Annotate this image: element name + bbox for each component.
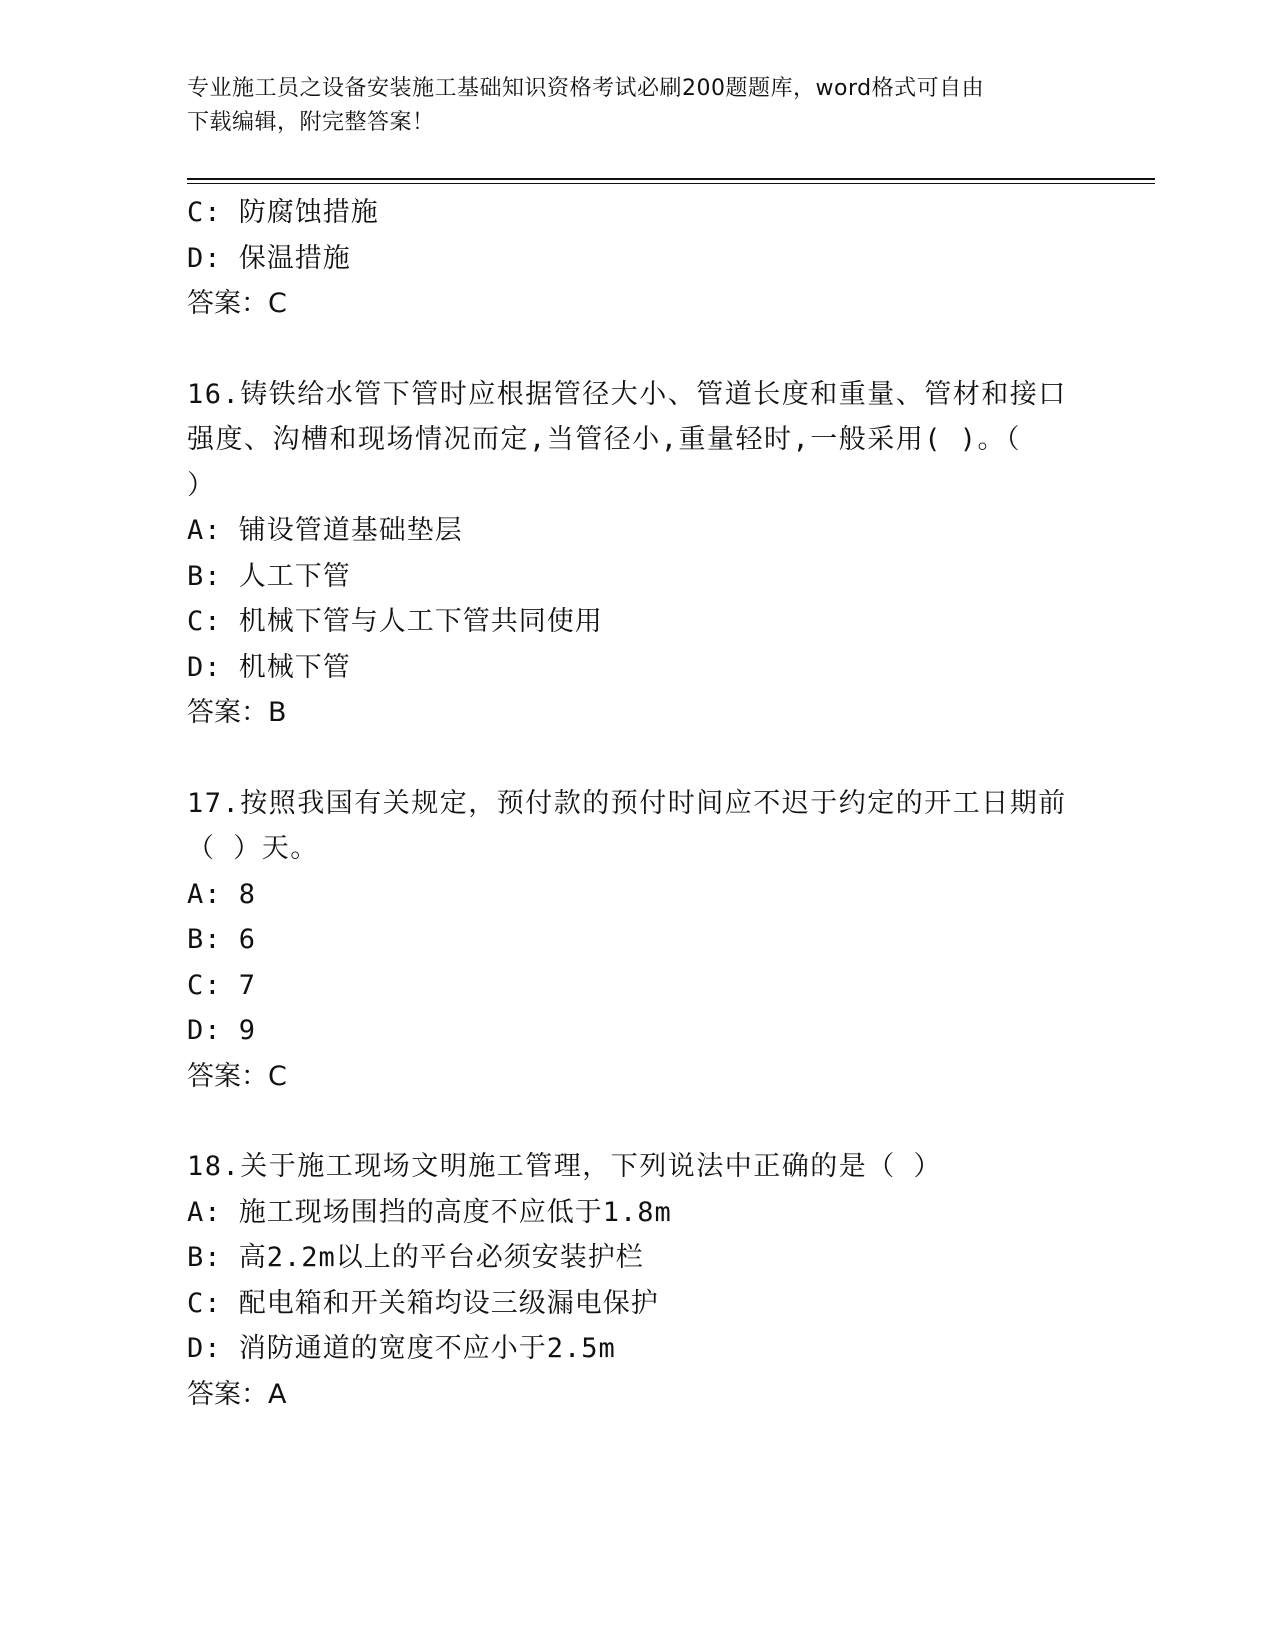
option-label: C: xyxy=(187,969,222,1001)
option-label: A: xyxy=(187,515,222,546)
continued-question xyxy=(187,190,1147,327)
option-text: 铺设管道基础垫层 xyxy=(238,515,463,546)
option-a xyxy=(187,508,1147,554)
option-d xyxy=(187,1326,1147,1372)
question-17 xyxy=(187,781,1147,1100)
option-label: A: xyxy=(187,1196,222,1228)
option-text: 9 xyxy=(238,1015,257,1046)
option-c xyxy=(187,190,1147,236)
option-text: 机械下管 xyxy=(238,651,351,683)
option-label: D: xyxy=(187,1333,222,1364)
question-stem-line: 强度、沟槽和现场情况而定,当管径小,重量轻时,一般采用( )。（ xyxy=(187,424,1022,455)
option-label: D: xyxy=(187,242,222,274)
option-d xyxy=(187,236,1147,282)
option-b xyxy=(187,554,1147,600)
option-text: 施工现场围挡的高度不应低于1.8m xyxy=(238,1196,672,1228)
question-stem-line: ） xyxy=(187,469,216,501)
spacer xyxy=(187,736,1147,781)
option-label: A: xyxy=(187,878,222,910)
option-a xyxy=(187,1190,1147,1236)
option-d xyxy=(187,645,1147,691)
header-divider-thick xyxy=(187,178,1155,180)
option-c xyxy=(187,599,1147,645)
option-a xyxy=(187,872,1147,918)
option-text: 8 xyxy=(238,878,257,910)
question-stem-line: 17.按照我国有关规定，预付款的预付时间应不迟于约定的开工日期前 xyxy=(187,787,1067,819)
document-header xyxy=(187,72,1087,140)
option-label: D: xyxy=(187,1015,222,1046)
header-line-1: 专业施工员之设备安装施工基础知识资格考试必刷200题题库，word格式可自由 xyxy=(187,76,985,101)
option-text: 机械下管与人工下管共同使用 xyxy=(238,606,603,637)
option-d xyxy=(187,1008,1147,1054)
option-b xyxy=(187,1235,1147,1281)
option-text: 人工下管 xyxy=(238,560,351,592)
spacer xyxy=(187,1099,1147,1144)
question-16 xyxy=(187,372,1147,736)
answer-line: 答案：B xyxy=(187,697,287,728)
option-b xyxy=(187,917,1147,963)
option-label: C: xyxy=(187,606,222,637)
question-stem-line: （ ）天。 xyxy=(187,833,319,864)
option-text: 配电箱和开关箱均设三级漏电保护 xyxy=(238,1287,659,1319)
option-label: B: xyxy=(187,924,222,955)
option-text: 保温措施 xyxy=(238,242,351,274)
header-line-2: 下载编辑，附完整答案！ xyxy=(187,110,435,135)
header-divider-thin xyxy=(187,183,1155,184)
spacer xyxy=(187,327,1147,372)
option-label: D: xyxy=(187,651,222,683)
answer-line: 答案：C xyxy=(187,288,287,319)
option-text: 6 xyxy=(238,924,257,955)
option-label: B: xyxy=(187,1242,222,1273)
option-c xyxy=(187,1281,1147,1327)
option-text: 7 xyxy=(238,969,257,1001)
option-text: 防腐蚀措施 xyxy=(238,197,379,228)
answer-line: 答案：C xyxy=(187,1060,287,1092)
option-label: C: xyxy=(187,1287,222,1319)
option-text: 高2.2m以上的平台必须安装护栏 xyxy=(238,1242,644,1273)
option-label: C: xyxy=(187,197,222,228)
document-body xyxy=(187,190,1147,1417)
option-label: B: xyxy=(187,560,222,592)
question-stem-line: 18.关于施工现场文明施工管理，下列说法中正确的是（ ） xyxy=(187,1151,943,1182)
option-c xyxy=(187,963,1147,1009)
option-text: 消防通道的宽度不应小于2.5m xyxy=(238,1333,616,1364)
answer-line: 答案：A xyxy=(187,1378,287,1410)
question-stem-line: 16.铸铁给水管下管时应根据管径大小、管道长度和重量、管材和接口 xyxy=(187,378,1067,410)
question-18 xyxy=(187,1144,1147,1417)
